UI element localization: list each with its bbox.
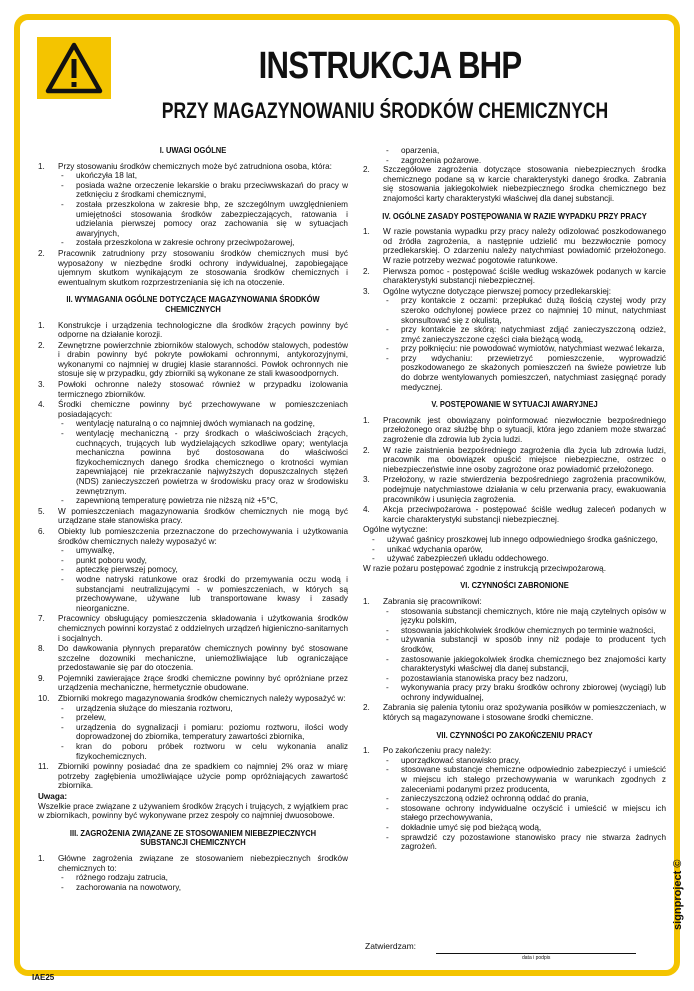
list-item: - unikać wdychania oparów, [369, 545, 666, 555]
section-title: III. ZAGROŻENIA ZWIĄZANE ZE STOSOWANIEM NIEBEZPIECZNYCH SUBSTANCJI CHEMICZNYCH [69, 827, 317, 848]
list-item: 1. Główne zagrożenia związane ze stosowaniem niebezpiecznych środków chemicznych to: - różnego rodzaju zatrucia, - zachorowania na nowotwory, [38, 854, 348, 892]
page-subtitle: PRZY MAGAZYNOWANIU ŚRODKÓW CHEMICZNYCH [161, 98, 609, 123]
numbered-list [363, 746, 666, 852]
list-item: 1. Zabrania się pracownikowi: - stosowania substancji chemicznych, które nie mają czytelnych opisów w języku polskim, - stosowania jakichkolwiek środków chemicznych po terminie ważności, - używania substancji w sposób inny niż podaje to producent tych środków, - zastosowanie jakiegokolwiek środka chemicznego bez znajomości karty charakterystyki właściwej dla danej substancji, - pozostawiania stanowiska pracy bez nadzoru, - wykonywania pracy przy braku środków ochrony zbiorowej (wyciągi) lub ochrony indywidualnej, [363, 597, 666, 703]
list-item: 10. Zbiorniki mokrego magazynowania środków chemicznych należy wyposażyć w: - urządzenia służące do mieszania roztworu, - przelew, - urządzenia do sygnalizacji i pomiaru: poziomu roztworu, ilości wody doprowadzonej do zbiornika, temperatury zawartości zbiornika, - kran do poboru próbek roztworu w celu wykonania analiz fizykochemicznych. [38, 694, 348, 761]
list-item: - zagrożenia pożarowe. [383, 156, 666, 166]
fire-note: W razie pożaru postępować zgodnie z instrukcją przeciwpożarową. [363, 563, 607, 573]
numbered-list [363, 416, 666, 525]
list-item: - umywalkę, [58, 546, 348, 556]
list-item: - wykonywania pracy przy braku środków ochrony zbiorowej (wyciągi) lub ochrony indywidualnej, [383, 683, 666, 702]
dash-list [369, 535, 666, 564]
list-item: - została przeszkolona w zakresie bhp, ze szczególnym uwzględnieniem umiejętności stosowania środków zabezpieczających, ratowania i udzielania pierwszej pomocy oraz zachowania się w sytuacjach awaryjnych, [58, 200, 348, 238]
list-item: 2. Pierwsza pomoc - postępować ściśle według wskazówek podanych w karcie charakterystyki substancji niebezpiecznej. [363, 266, 666, 286]
list-item: - kran do poboru próbek roztworu w celu wykonania analiz fizykochemicznych. [58, 742, 348, 761]
list-item: - stosowane substancje chemiczne odpowiednio zabezpieczyć i umieścić w miejscu ich stałego przechowywania w warunkach zgodnych z zaleceniami podanymi przez producenta, [383, 765, 666, 794]
list-item: 1. Po zakończeniu pracy należy: - uporządkować stanowisko pracy, - stosowane substancje chemiczne odpowiednio zabezpieczyć i umieścić w miejscu ich stałego przechowywania w warunkach zgodnych z zaleceniami podanymi przez producenta, - zanieczyszczoną odzież ochronną oddać do prania, - stosowane ochrony indywidualne oczyścić i umieścić w miejscu ich stałego przechowywania, - dokładnie umyć się pod bieżącą wodą, - sprawdzić czy pozostawione stanowisko pracy nie stwarza żadnych zagrożeń. [363, 746, 666, 852]
list-item: - urządzenia służące do mieszania roztworu, [58, 704, 348, 714]
section-title: V. POSTĘPOWANIE W SYTUACJI AWARYJNEJ [431, 399, 598, 410]
list-item: 2. Szczegółowe zagrożenia dotyczące stosowania niebezpiecznych środka chemicznego podane są w karcie charakterystyki danego środka. Zabrania się stosowania jakiegokolwiek niebezpiecznego środka chemicznego bez znajomości karty charakterystyki właściwej dla danej substancji. [363, 165, 666, 203]
dash-list [58, 873, 348, 892]
list-item: - przy połknięciu: nie powodować wymiotów, natychmiast wezwać lekarza, [383, 344, 666, 354]
list-item: 3. Powłoki ochronne należy stosować również w przypadku izolowania termicznego zbiorników. [38, 380, 348, 399]
signature-caption: data i podpis [522, 955, 551, 961]
dash-list [383, 146, 666, 165]
dash-list [383, 296, 666, 392]
list-item: - uporządkować stanowisko pracy, [383, 756, 666, 766]
list-item: - używać gaśnicy proszkowej lub innego odpowiedniego środka gaśniczego, [369, 535, 666, 545]
section-title: I. UWAGI OGÓLNE [159, 145, 227, 155]
dash-list [383, 607, 666, 703]
list-item: 1. Przy stosowaniu środków chemicznych może być zatrudniona osoba, która: - ukończyła 18 lat, - posiada ważne orzeczenie lekarskie o braku przeciwwskazań do pracy w zetknięciu z środkami chemicznymi, - została przeszkolona w zakresie bhp, ze szczególnym uwzględnieniem umiejętności stosowania środków zabezpieczających, ratowania i udzielania pierwszej pomocy oraz zachowania się w sytuacjach awaryjnych, - została przeszkolona w zakresie ochrony przeciwpożarowej, [38, 162, 348, 248]
list-item: 2. Zabrania się palenia tytoniu oraz spożywania posiłków w pomieszczeniach, w których są magazynowane i stosowane środki chemiczne. [363, 703, 666, 723]
list-item: - apteczkę pierwszej pomocy, [58, 565, 348, 575]
product-code: IAE25 [32, 973, 55, 982]
list-item: 6. Obiekty lub pomieszczenia przeznaczone do przechowywania i użytkowania środków chemicznych należy wyposażyć w: - umywalkę, - punkt poboru wody, - apteczkę pierwszej pomocy, - wodne natryski ratunkowe oraz środki do przemywania oczu wodą i substancjami neutralizującymi - w pomieszczeniach, w których są przechowywane, używane lub transportowane kwasy i zasady nieorganiczne. [38, 527, 348, 613]
list-item: 3. Ogólne wytyczne dotyczące pierwszej pomocy przedlekarskiej: - przy kontakcie z oczami: przepłukać dużą ilością czystej wody przy szeroko odchylonej powiece przez co najmniej 10 minut, natychmiast skonsultować się z okulistą, - przy kontakcie ze skórą: natychmiast zdjąć zanieczyszczoną odzież, zmyć zanieczyszczone części ciała bieżącą wodą, - przy połknięciu: nie powodować wymiotów, natychmiast wezwać lekarza, - przy wdychaniu: przewietrzyć pomieszczenie, wyprowadzić poszkodowanego ze skażonych pomieszczeń na świeże powietrze lub do dobrze wentylowanych pomieszczeń, natychmiast zasięgnąć porady medycznej. [363, 287, 666, 393]
list-item: 3. Przełożony, w razie stwierdzenia bezpośredniego zagrożenia pracowników, podejmuje natychmiastowe działania w celu przerwania pracy, ewakuowania pracowników i usunięcia zagrożenia. [363, 475, 666, 504]
list-item: - stosowania jakichkolwiek środków chemicznych po terminie ważności, [383, 626, 666, 636]
list-item: 4. Środki chemiczne powinny być przechowywane w pomieszczeniach posiadających: - wentylację naturalną o co najmniej dwóch wymianach na godzinę, - wentylację mechaniczną - przy środkach o właściwościach żrących, cuchnących, trujących lub wydzielających szkodliwe opary; wentylacja mechaniczna powinna być dostosowana do właściwości fizykochemicznych danego środka chemicznego o krotności wymian zapewniającej nie przekraczanie najwyższych dopuszczalnych stężeń (NDS) zanieczyszczeń powietrza w środowisku pracy oraz w środowisku zewnętrznym. - zapewnioną temperaturę powietrza nie niższą niż +5°C, [38, 400, 348, 506]
numbered-list [38, 321, 348, 792]
list-item: - oparzenia, [383, 146, 666, 156]
numbered-list [363, 597, 666, 723]
warning-box [37, 37, 111, 99]
left-column [38, 146, 348, 893]
list-item: - wentylację mechaniczną - przy środkach o właściwościach żrących, cuchnących, trujących lub wydzielających szkodliwe opary; wentylacja mechaniczna powinna być dostosowana do właściwości fizykochemicznych danego środka chemicznego o krotności wymian zapewniającej nie przekraczanie najwyższych dopuszczalnych stężeń (NDS) zanieczyszczeń powietrza w środowisku pracy oraz w środowisku zewnętrznym. [58, 429, 348, 496]
list-item: - zachorowania na nowotwory, [58, 883, 348, 893]
note-label: Uwaga: [38, 792, 68, 801]
dash-list [58, 546, 348, 613]
list-item: - została przeszkolona w zakresie ochrony przeciwpożarowej, [58, 238, 348, 248]
section-title: II. WYMAGANIA OGÓLNE DOTYCZĄCE MAGAZYNOWANIA ŚRODKÓW CHEMICZNYCH [66, 294, 320, 314]
list-item: - ukończyła 18 lat, [58, 171, 348, 181]
list-item: - dokładnie umyć się pod bieżącą wodą, [383, 823, 666, 833]
list-item: 8. Do dawkowania płynnych preparatów chemicznych powinny być stosowane szczelne dozowniki mechaniczne, uniemożliwiające lub ograniczające przedostawanie się par do otoczenia. [38, 644, 348, 673]
list-item: - sprawdzić czy pozostawione stanowisko pracy nie stwarza żadnych zagrożeń. [383, 833, 666, 852]
page-title: INSTRUKCJA BHP [258, 45, 522, 87]
general-label: Ogólne wytyczne: [363, 525, 428, 535]
signature-line [436, 953, 636, 954]
list-item: - stosowania substancji chemicznych, które nie mają czytelnych opisów w języku polskim, [383, 607, 666, 626]
list-item: 1. Pracownik jest obowiązany poinformować niezwłocznie bezpośredniego przełożonego oraz służbę bhp o sytuacji, która jego zdaniem może stwarzać zagrożenie dla zdrowia lub życia ludzi. [363, 415, 666, 445]
list-item: 11. Zbiorniki powinny posiadać dna ze spadkiem co najmniej 2% oraz w miarę potrzeby zagłębienia umożliwiające użycie pomp opróżniających zawartość zbiornika. [38, 762, 348, 791]
list-item: - stosowane ochrony indywidualne oczyścić i umieścić w miejscu ich stałego przechowywania, [383, 804, 666, 823]
list-item: 4. Akcja przeciwpożarowa - postępować ściśle według zaleceń podanych w karcie charakterystyki substancji niebezpiecznej. [363, 505, 666, 524]
list-item: 5. W pomieszczeniach magazynowania środków chemicznych nie mogą być urządzane stałe stanowiska pracy. [38, 506, 348, 526]
list-item: - przy wdychaniu: przewietrzyć pomieszczenie, wyprowadzić poszkodowanego ze skażonych pomieszczeń na świeże powietrze lub do dobrze wentylowanych pomieszczeń, natychmiast zasięgnąć porady medycznej. [383, 354, 666, 392]
list-item: 2. W razie zaistnienia bezpośredniego zagrożenia dla życia lub zdrowia ludzi, pracownik ma obowiązek opuścić miejsce niebezpieczne, ostrzec o niebezpieczeństwie inne osoby zagrożone oraz powiadomić przełożonego. [363, 445, 666, 474]
list-item: - przy kontakcie z oczami: przepłukać dużą ilością czystej wody przy szeroko odchylonej powiece przez co najmniej 10 minut, natychmiast skonsultować się z okulistą, [383, 296, 666, 325]
warning-triangle-icon [37, 37, 111, 99]
list-item: - używać zabezpieczeń układu oddechowego. [369, 554, 666, 564]
list-item: - pozostawiania stanowiska pracy bez nadzoru, [383, 674, 666, 684]
list-item: - zastosowanie jakiegokolwiek środka chemicznego bez znajomości karty charakterystyki właściwej dla danej substancji, [383, 655, 666, 674]
list-item: - wodne natryski ratunkowe oraz środki do przemywania oczu wodą i substancjami neutralizującymi - w pomieszczeniach, w których są przechowywane, używane lub transportowane kwasy i zasady nieorganiczne. [58, 575, 348, 613]
section-title: VI. CZYNNOŚCI ZABRONIONE [460, 580, 569, 591]
list-item: - przy kontakcie ze skórą: natychmiast zdjąć zanieczyszczoną odzież, zmyć zanieczyszczone części ciała bieżącą wodą, [383, 325, 666, 344]
list-item: - posiada ważne orzeczenie lekarskie o braku przeciwwskazań do pracy w zetknięciu z środkami chemicznymi, [58, 181, 348, 200]
list-item: - różnego rodzaju zatrucia, [58, 873, 348, 883]
numbered-list [38, 854, 348, 892]
list-item: - używania substancji w sposób inny niż podaje to producent tych środków, [383, 635, 666, 654]
list-item: - zapewnioną temperaturę powietrza nie niższą niż +5°C, [58, 496, 348, 506]
approve-label: Zatwierdzam: [365, 941, 417, 951]
numbered-list [38, 162, 348, 288]
section-title: IV. OGÓLNE ZASADY POSTĘPOWANIA W RAZIE WYPADKU PRZY PRACY [382, 210, 647, 221]
list-item: - punkt poboru wody, [58, 556, 348, 566]
dash-list [383, 756, 666, 852]
list-item: - przelew, [58, 713, 348, 723]
section-title: VII. CZYNNOŚCI PO ZAKOŃCZENIU PRACY [436, 729, 593, 740]
list-item: 2. Zewnętrzne powierzchnie zbiorników stalowych, schodów stalowych, podestów i drabin powinny być pokryte powłokami ochronnymi, antykorozyjnymi, wykonanymi co najmniej w drugiej klasie staranności. Powłok ochronnych nie stosuje się w przypadku, gdy zbiorniki są wykonane ze stali kwasoodpornych. [38, 340, 348, 379]
numbered-list [363, 227, 666, 392]
dash-list [58, 419, 348, 505]
list-item: - zanieczyszczoną odzież ochronną oddać do prania, [383, 794, 666, 804]
list-item: - wentylację naturalną o co najmniej dwóch wymianach na godzinę, [58, 419, 348, 429]
list-item: 1. W razie powstania wypadku przy pracy należy odizolować poszkodowanego od źródła zagrożenia, a następnie udzielić mu bezzwłocznie pomocy przedlekarskiej. O zdarzeniu należy natychmiast powiadomić przełożonego. W razie potrzeby wezwać pogotowie ratunkowe. [363, 227, 666, 265]
dash-list [58, 704, 348, 762]
note-text: Wszelkie prace związane z używaniem środków żrących i trujących, z wyjątkiem prac w zbiornikach, powinny być wykonywane przez zespoły co najmniej dwuosobowe. [38, 801, 348, 821]
list-item: 7. Pracownicy obsługujący pomieszczenia składowania i użytkowania środków chemicznych powinni korzystać z oddzielnych urządzeń higieniczno-sanitarnych i socjalnych. [38, 614, 348, 643]
list-item: - urządzenia do sygnalizacji i pomiaru: poziomu roztworu, ilości wody doprowadzonej do zbiornika, temperatury zawartości zbiornika, [58, 723, 348, 742]
list-item: 1. Konstrukcje i urządzenia technologiczne dla środków żrących powinny być odporne na działanie korozji. [38, 320, 348, 340]
right-column [363, 146, 666, 853]
list-item: 9. Pojemniki zawierające żrące środki chemiczne powinny być opróżniane przez urządzenia mechaniczne, hermetycznie obudowane. [38, 673, 348, 693]
list-item: 2. Pracownik zatrudniony przy stosowaniu środków chemicznych musi być wyposażony w niezbędne środki ochrony indywidualnej, zapobiegające ujemnym skutkom wynikającym ze stosowania środków chemicznych i ewentualnym skutkom rozprzestrzeniania się ich na otoczenie. [38, 248, 348, 287]
numbered-list [363, 165, 666, 203]
dash-list [58, 171, 348, 248]
brand-mark: signproject © [672, 859, 684, 930]
